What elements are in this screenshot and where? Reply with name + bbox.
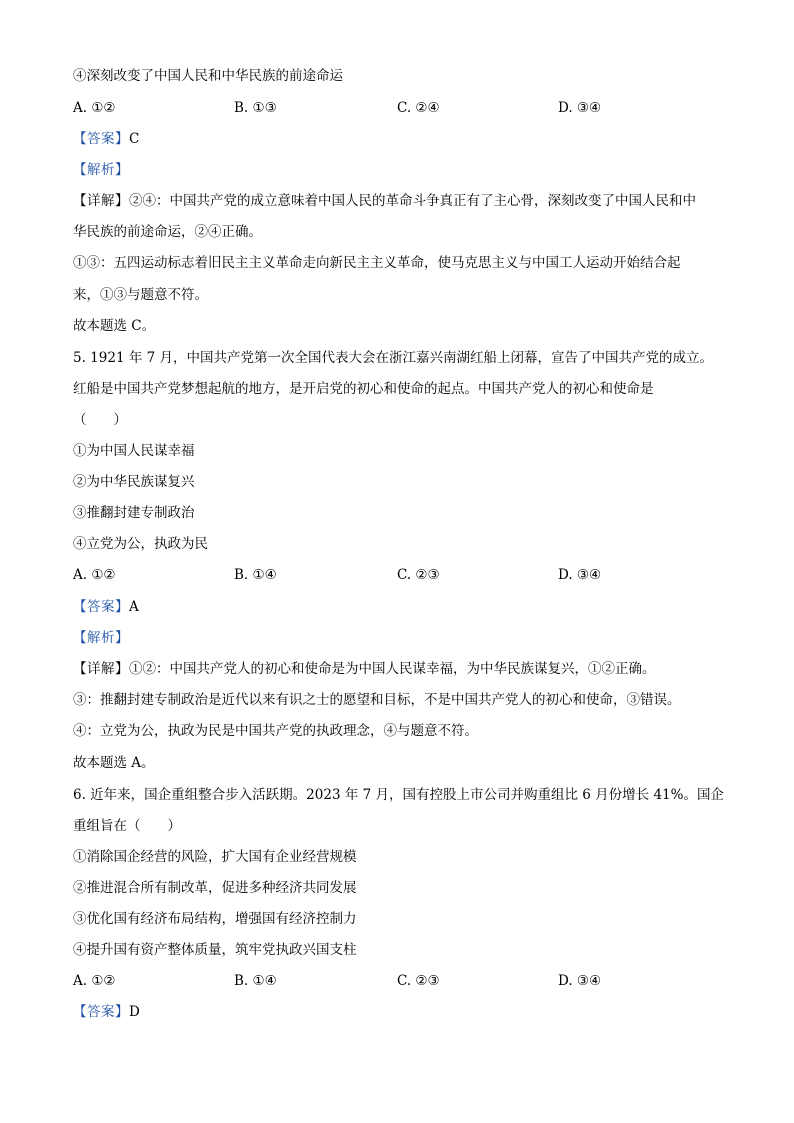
answer-line <box>73 129 733 149</box>
analysis-label: 【解析】 <box>73 162 129 178</box>
answer-line <box>73 1002 733 1022</box>
option-a: A. ①② <box>73 973 116 989</box>
answer-label: 【答案】 <box>73 131 129 147</box>
option-c: C. ②④ <box>397 100 440 116</box>
answer-options <box>73 565 733 585</box>
detail-line: 华民族的前途命运，②④正确。 <box>73 224 262 240</box>
option-statement-1: ①消除国企经营的风险，扩大国有企业经营规模 <box>73 849 357 865</box>
answer-value: D <box>129 1004 140 1020</box>
option-statement-3: ③优化国有经济布局结构，增强国有经济控制力 <box>73 911 357 927</box>
detail-text: ②④：中国共产党的成立意味着中国人民的革命斗争真正有了主心骨，深刻改变了中国人民和中 <box>129 193 696 209</box>
option-a: A. ①② <box>73 100 116 116</box>
option-d: D. ③④ <box>558 973 602 989</box>
analysis-label: 【解析】 <box>73 630 129 646</box>
question-stem: 6. 近年来，国企重组整合步入活跃期。2023 年 7 月，国有控股上市公司并购重组比 6 月份增长 41%。国企 <box>73 787 724 803</box>
detail-line <box>73 191 733 211</box>
option-a: A. ①② <box>73 567 116 583</box>
answer-options <box>73 971 733 991</box>
detail-text: ①②：中国共产党人的初心和使命是为中国人民谋幸福，为中华民族谋复兴，①②正确。 <box>129 661 656 677</box>
option-c: C. ②③ <box>397 973 440 989</box>
option-c: C. ②③ <box>397 567 440 583</box>
detail-line: ③：推翻封建专制政治是近代以来有识之士的愿望和目标，不是中国共产党人的初心和使命，③错误。 <box>73 692 681 708</box>
answer-line <box>73 597 733 617</box>
option-statement-4: ④立党为公，执政为民 <box>73 536 208 552</box>
answer-label: 【答案】 <box>73 599 129 615</box>
question-stem: 5. 1921 年 7 月，中国共产党第一次全国代表大会在浙江嘉兴南湖红船上闭幕，宣告了中国共产党的成立。 <box>73 350 713 366</box>
answer-value: A <box>129 599 139 615</box>
conclusion: 故本题选 C。 <box>73 318 156 334</box>
answer-value: C <box>129 131 140 147</box>
detail-label: 【详解】 <box>73 661 129 677</box>
question-stem: 重组旨在（ ） <box>73 818 181 834</box>
option-statement-4: ④提升国有资产整体质量，筑牢党执政兴国支柱 <box>73 942 357 958</box>
detail-line: ①③：五四运动标志着旧民主主义革命走向新民主主义革命，使马克思主义与中国工人运动开始结合起 <box>73 255 681 271</box>
detail-line <box>73 659 733 679</box>
option-b: B. ①④ <box>234 567 277 583</box>
option-statement-2: ②推进混合所有制改革，促进多种经济共同发展 <box>73 880 357 896</box>
detail-label: 【详解】 <box>73 193 129 209</box>
answer-blank: （ ） <box>73 412 127 428</box>
detail-line: 来，①③与题意不符。 <box>73 287 208 303</box>
answer-label: 【答案】 <box>73 1004 129 1020</box>
option-statement-4: ④深刻改变了中国人民和中华民族的前途命运 <box>73 68 343 84</box>
option-d: D. ③④ <box>558 100 602 116</box>
option-b: B. ①③ <box>234 100 277 116</box>
option-statement-1: ①为中国人民谋幸福 <box>73 443 195 459</box>
answer-options <box>73 98 733 118</box>
option-d: D. ③④ <box>558 567 602 583</box>
conclusion: 故本题选 A。 <box>73 755 155 771</box>
option-statement-3: ③推翻封建专制政治 <box>73 505 195 521</box>
detail-line: ④：立党为公，执政为民是中国共产党的执政理念，④与题意不符。 <box>73 723 478 739</box>
option-statement-2: ②为中华民族谋复兴 <box>73 474 195 490</box>
option-b: B. ①④ <box>234 973 277 989</box>
question-stem: 红船是中国共产党梦想起航的地方，是开启党的初心和使命的起点。中国共产党人的初心和使命是 <box>73 381 654 397</box>
